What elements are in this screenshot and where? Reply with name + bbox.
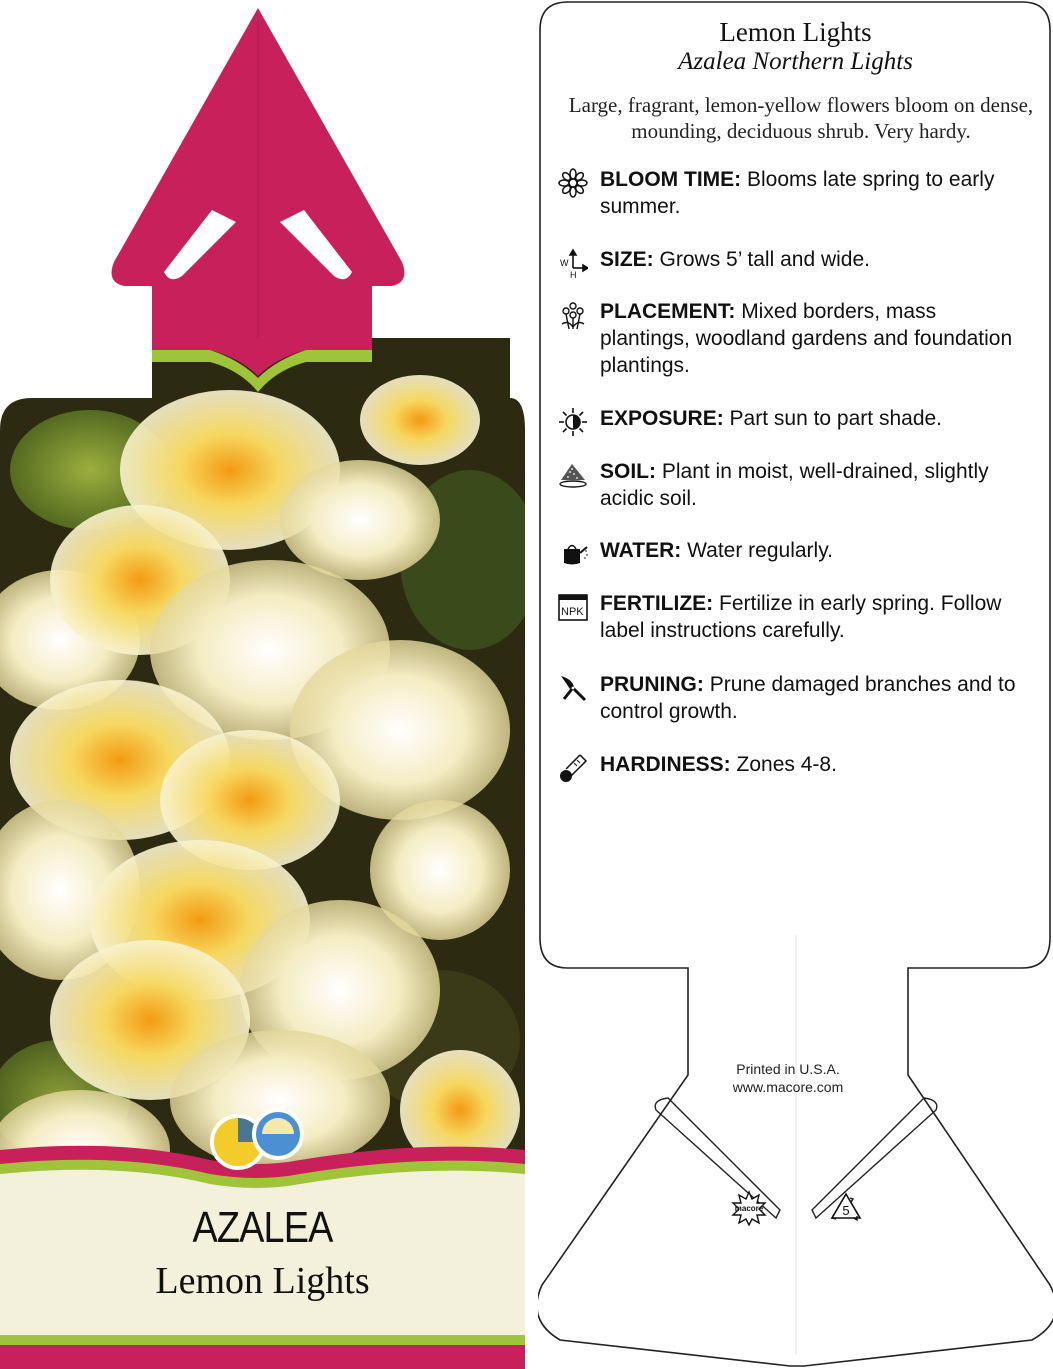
- size-icon: [558, 248, 588, 278]
- back-description: Large, fragrant, lemon-yellow flowers bloom on dense, mounding, deciduous shrub. Very hardy.: [568, 93, 1034, 143]
- care-item-hardiness: [558, 751, 1028, 778]
- fertilize-text: Fertilize in early spring. Follow label instructions carefully.: [600, 592, 1002, 642]
- fertilize-label: FERTILIZE:: [600, 592, 714, 615]
- front-tag-shape: [0, 0, 525, 1369]
- exposure-text: Part sun to part shade.: [729, 407, 943, 430]
- exposure-label: EXPOSURE:: [600, 407, 724, 430]
- size-text: Grows 5’ tall and wide.: [659, 248, 870, 271]
- website-text: www.macore.com: [732, 1079, 844, 1095]
- care-item-placement: [558, 298, 1028, 379]
- flower-icon: [558, 168, 588, 198]
- pruning-text: Prune damaged branches and to control growth.: [600, 673, 1016, 723]
- size-label: SIZE:: [600, 248, 654, 271]
- watering-can-icon: [558, 539, 588, 569]
- care-item-exposure: [558, 405, 1028, 432]
- pruning-label: PRUNING:: [600, 673, 704, 696]
- front-tag: [0, 0, 525, 1369]
- genus-name: AZALEA: [192, 1203, 333, 1252]
- care-item-pruning: [558, 671, 1028, 725]
- care-item-size: [558, 246, 1028, 278]
- placement-label: PLACEMENT:: [600, 300, 736, 323]
- soil-label: SOIL:: [600, 460, 656, 483]
- printed-info: [688, 1060, 888, 1096]
- water-label: WATER:: [600, 539, 682, 562]
- soil-icon: [558, 460, 588, 490]
- npk-icon: [558, 592, 588, 622]
- back-subtitle: Azalea Northern Lights: [678, 48, 913, 75]
- svg-text:H: H: [570, 270, 577, 278]
- cultivar-name: Lemon Lights: [155, 1260, 370, 1302]
- svg-text:W: W: [560, 258, 569, 268]
- water-text: Water regularly.: [687, 539, 833, 562]
- bloom-time-text: Blooms late spring to early summer.: [600, 168, 995, 218]
- care-item-bloom: [558, 166, 1028, 220]
- care-item-water: [558, 537, 1028, 564]
- back-title: Lemon Lights: [719, 17, 872, 47]
- pruners-icon: [558, 673, 588, 703]
- svg-text:NPK: NPK: [561, 606, 584, 618]
- placement-text: Mixed borders, mass plantings, woodland gardens and foundation plantings.: [600, 300, 1013, 377]
- sun-icon: [558, 407, 588, 437]
- hardiness-label: HARDINESS:: [600, 753, 731, 776]
- macore-logo: [731, 1190, 767, 1226]
- front-name-panel: [0, 1178, 525, 1363]
- soil-text: Plant in moist, well-drained, slightly acidic soil.: [600, 460, 989, 510]
- bloom-time-label: BLOOM TIME:: [600, 168, 742, 191]
- macore-logo-text: macore: [734, 1204, 764, 1213]
- back-tag: [538, 0, 1053, 1369]
- printed-in-text: Printed in U.S.A.: [736, 1061, 840, 1077]
- hardiness-text: Zones 4-8.: [736, 753, 837, 776]
- placement-icon: [558, 300, 588, 330]
- thermometer-icon: [558, 753, 588, 783]
- recycle-icon: [828, 1190, 864, 1226]
- recycle-number: 5: [842, 1203, 850, 1218]
- care-item-fertilize: [558, 590, 1028, 644]
- care-item-soil: [558, 458, 1028, 512]
